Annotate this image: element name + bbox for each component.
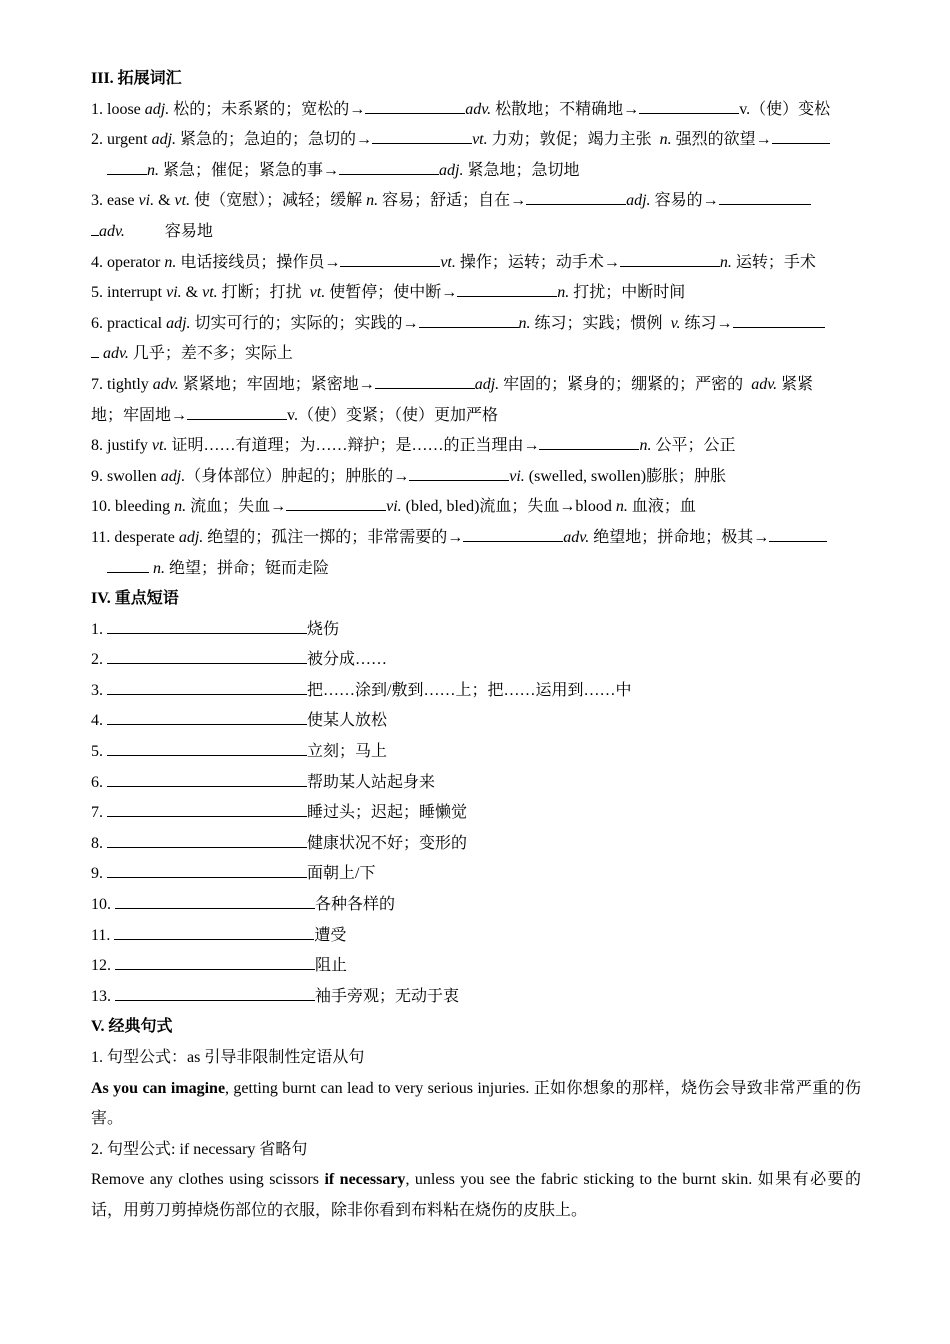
phrase-item-3: 3. 把……涂到/敷到……上；把……运用到……中 [91,681,632,699]
vocab-item-6-cont: adv. 几乎；差不多；实际上 [91,339,861,370]
phrase-item-4: 4. 使某人放松 [91,712,388,730]
answer-blank[interactable] [115,986,315,1001]
answer-blank[interactable] [409,466,509,481]
answer-blank[interactable] [463,527,563,542]
answer-blank[interactable] [107,619,307,634]
phrase-item-13: 13. 袖手旁观；无动于衷 [91,987,460,1005]
phrase-item-10: 10. 各种各样的 [91,896,396,914]
document-page [91,64,861,1227]
phrase-item-7: 7. 睡过头；迟起；睡懒觉 [91,804,468,822]
answer-blank[interactable] [91,221,99,236]
phrase-item-11: 11. 遭受 [91,926,347,944]
answer-blank[interactable] [107,741,307,756]
answer-blank[interactable] [339,160,439,175]
vocab-item-10: 10. bleeding n. 流血；失血→ vi. (bled, bled)流血；失血→blood n. 血液；血 [91,498,696,516]
vocab-item-7-cont: 地；牢固地→ v.（使）变紧；（使）更加严格 [91,406,498,424]
vocab-item-11: 11. desperate adj. 绝望的；孤注一掷的；非常需要的→ adv. 绝望地；拼命地；极其→ [91,523,861,554]
answer-blank[interactable] [419,313,519,328]
answer-blank[interactable] [372,129,472,144]
vocab-item-11-cont: n. 绝望；拼命；铤而走险 [91,554,861,585]
answer-blank[interactable] [107,649,307,664]
phrase-item-12: 12. 阻止 [91,957,348,975]
answer-blank[interactable] [457,282,557,297]
vocab-item-7: 7. tightly adv. 紧紧地；牢固地；紧密地→ adj. 牢固的；紧身的；绷紧的；严密的 adv. 紧紧 [91,375,814,393]
vocab-item-2-cont: n. 紧急；催促；紧急的事→ adj. 紧急地；急切地 [91,156,861,187]
phrase-item-8: 8. 健康状况不好；变形的 [91,834,468,852]
answer-blank[interactable] [107,772,307,787]
sentence-pattern-2-label: 2. 句型公式: if necessary 省略句 [91,1140,308,1158]
sentence-pattern-1-label: 1. 句型公式：as 引导非限制性定语从句 [91,1049,365,1066]
sentence-pattern-2-example: Remove any clothes using scissors if necessary, unless you see the fabric sticking to the burnt skin. 如果有必要的话，用剪刀剪掉烧伤部位的衣服，除非你看到布料粘在烧伤的皮肤上。 [91,1171,862,1219]
answer-blank[interactable] [107,833,307,848]
answer-blank[interactable] [375,374,475,389]
answer-blank[interactable] [526,190,626,205]
answer-blank[interactable] [115,955,315,970]
answer-blank[interactable] [769,527,827,542]
phrase-item-5: 5. 立刻；马上 [91,743,388,761]
answer-blank[interactable] [107,710,307,725]
vocab-item-3: 3. ease vi. & vt. 使（宽慰）；减轻；缓解 n. 容易；舒适；自在→ adj. 容易的→ [91,186,861,217]
phrase-item-6: 6. 帮助某人站起身来 [91,773,436,791]
answer-blank[interactable] [107,680,307,695]
phrase-item-2: 2. 被分成…… [91,651,388,669]
answer-blank[interactable] [286,496,386,511]
vocab-item-6: 6. practical adj. 切实可行的；实际的；实践的→ n. 练习；实践；惯例 v. 练习→ [91,309,861,340]
vocab-item-2: 2. urgent adj. 紧急的；急迫的；急切的→ vt. 力劝；敦促；竭力主张 n. 强烈的欲望→ [91,125,861,156]
answer-blank[interactable] [114,925,314,940]
answer-blank[interactable] [639,99,739,114]
answer-blank[interactable] [772,129,830,144]
answer-blank[interactable] [115,894,315,909]
vocab-item-8: 8. justify vt. 证明……有道理；为……辩护；是……的正当理由→ n. 公平；公正 [91,437,736,455]
answer-blank[interactable] [539,435,639,450]
answer-blank[interactable] [107,160,147,175]
sentence-pattern-1-example: As you can imagine, getting burnt can lead to very serious injuries. 正如你想象的那样，烧伤会导致非常严重的伤害。 [91,1079,861,1128]
answer-blank[interactable] [719,190,811,205]
phrase-item-1: 1. 烧伤 [91,620,340,638]
section-title-phrases: IV. 重点短语 [91,590,179,608]
section-title-vocabulary: III. 拓展词汇 [91,70,182,87]
answer-blank[interactable] [187,405,287,420]
vocab-item-5: 5. interrupt vi. & vt. 打断；打扰 vt. 使暂停；使中断→ n. 打扰；中断时间 [91,284,686,302]
answer-blank[interactable] [340,252,440,267]
vocab-item-3-cont: adv. 容易地 [91,217,861,248]
answer-blank[interactable] [107,802,307,817]
section-title-sentences: V. 经典句式 [91,1018,173,1036]
vocab-item-1: 1. loose adj. 松的；未系紧的；宽松的→ adv. 松散地；不精确地→ v.（使）变松 [91,100,831,118]
phrase-item-9: 9. 面朝上/下 [91,865,376,883]
vocab-item-4: 4. operator n. 电话接线员；操作员→ vt. 操作；运转；动手术→ n. 运转；手术 [91,253,816,271]
vocab-item-9: 9. swollen adj.（身体部位）肿起的；肿胀的→ vi. (swelled, swollen)膨胀；肿胀 [91,467,727,485]
answer-blank[interactable] [91,343,99,358]
answer-blank[interactable] [620,252,720,267]
answer-blank[interactable] [107,558,149,573]
answer-blank[interactable] [107,863,307,878]
answer-blank[interactable] [365,99,465,114]
answer-blank[interactable] [733,313,825,328]
